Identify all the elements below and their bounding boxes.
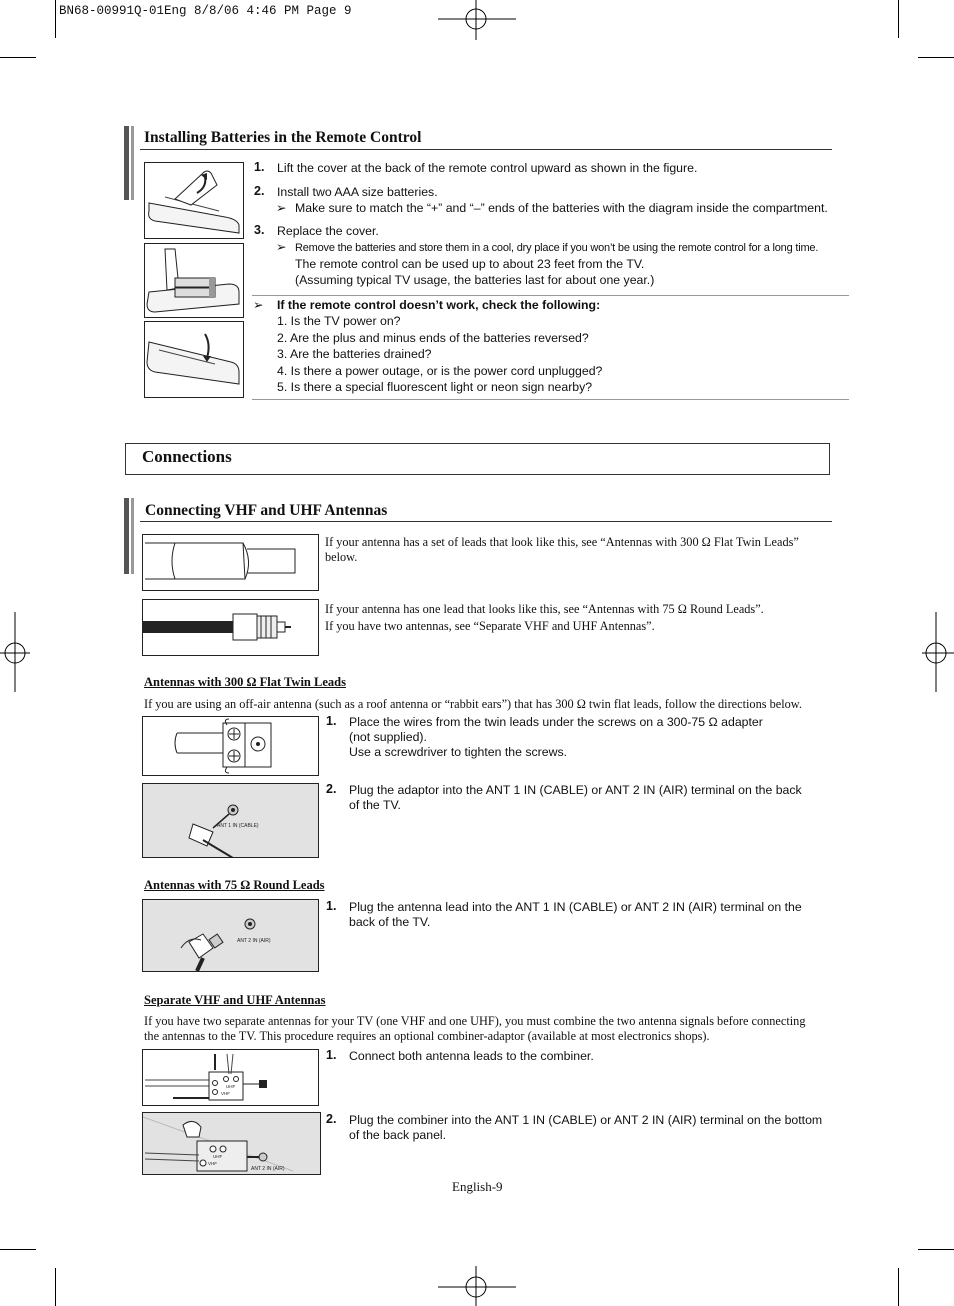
intro-text-2b: If you have two antennas, see “Separate VHF and UHF Antennas”. [325,619,655,633]
battery-step-1: Lift the cover at the back of the remote control upward as shown in the figure. [277,161,698,175]
battery-step-2: Install two AAA size batteries. [277,185,438,199]
round-plug-figure [142,899,319,972]
separate-step-1: Connect both antenna leads to the combiner. [349,1049,594,1063]
note-arrow: ➢ [276,201,287,215]
section-bar [124,498,129,574]
svg-text:VHF: VHF [208,1161,217,1166]
round-step-1: Plug the antenna lead into the ANT 1 IN (CABLE) or ANT 2 IN (AIR) terminal on the [349,900,802,914]
check-item: 3. Are the batteries drained? [277,347,432,361]
remote-batteries-figure [144,243,244,318]
remote-cover-open-figure [144,162,244,239]
flat-leads-subheading: Antennas with 300 Ω Flat Twin Leads [144,675,346,689]
separate-description-1: If you have two separate antennas for your TV (one VHF and one UHF), you must combine the two antenna signals before connecting [144,1014,806,1028]
svg-text:UHF: UHF [213,1154,223,1159]
separate-description-2: the antennas to the TV. This procedure requires an optional combiner-adaptor (available at most electronics shops). [144,1029,710,1043]
svg-text:VHF: VHF [221,1091,230,1096]
batteries-heading: Installing Batteries in the Remote Control [144,129,422,146]
separate-subheading: Separate VHF and UHF Antennas [144,993,326,1007]
registration-mark-top [438,0,518,40]
remote-cover-close-figure [144,321,244,398]
section-bar [124,126,129,200]
adapter-figure [142,716,319,776]
battery-step-2-note: Make sure to match the “+” and “–” ends of the batteries with the diagram inside the compartment. [295,201,828,215]
adapter-plug-figure [142,783,319,858]
combiner-plug-figure [142,1112,321,1175]
svg-text:ANT 2 IN (AIR): ANT 2 IN (AIR) [251,1166,285,1172]
check-item: 4. Is there a power outage, or is the power cord unplugged? [277,364,603,378]
svg-text:UHF: UHF [226,1084,236,1089]
page-number: English-9 [452,1179,503,1194]
battery-step-3-extra1: The remote control can be used up to about 23 feet from the TV. [295,257,645,271]
intro-text-2a: If your antenna has one lead that looks like this, see “Antennas with 75 Ω Round Leads”. [325,602,764,616]
note-arrow: ➢ [276,240,287,254]
intro-text-1: If your antenna has a set of leads that look like this, see “Antennas with 300 Ω Flat Twin Leads” below. [325,535,799,564]
combiner-figure [142,1049,319,1106]
round-leads-subheading: Antennas with 75 Ω Round Leads [144,878,325,892]
separate-step-2: Plug the combiner into the ANT 1 IN (CABLE) or ANT 2 IN (AIR) terminal on the bottom [349,1113,823,1127]
flat-leads-description: If you are using an off-air antenna (such as a roof antenna or “rabbit ears”) that has 300 Ω twin flat leads, follow the directions below. [144,697,802,711]
antennas-heading: Connecting VHF and UHF Antennas [145,502,388,519]
flat-step-1: Place the wires from the twin leads under the screws on a 300-75 Ω adapter [349,715,763,729]
check-item: 2. Are the plus and minus ends of the batteries reversed? [277,331,589,345]
registration-mark-right [922,612,954,692]
check-item: 1. Is the TV power on? [277,314,401,328]
battery-step-3: Replace the cover. [277,224,379,238]
flat-step-2: Plug the adaptor into the ANT 1 IN (CABLE) or ANT 2 IN (AIR) terminal on the back [349,783,802,797]
fig-ant1-label: ANT 1 IN (CABLE) [217,823,259,829]
check-item: 5. Is there a special fluorescent light or neon sign nearby? [277,380,593,394]
flat-twin-lead-figure [142,534,319,591]
registration-mark-bottom [438,1266,518,1306]
battery-step-3-note: Remove the batteries and store them in a cool, dry place if you won’t be using the remote control for a long time. [295,242,819,254]
battery-step-3-extra2: (Assuming typical TV usage, the batteries last for about one year.) [295,273,655,287]
round-lead-figure [142,599,319,656]
connections-banner [125,443,830,475]
fig-ant2-label: ANT 2 IN (AIR) [237,938,271,944]
note-arrow: ➢ [253,298,264,312]
registration-mark-left [0,612,30,692]
print-slug: BN68-00991Q-01Eng 8/8/06 4:46 PM Page 9 [59,4,352,18]
check-title: If the remote control doesn’t work, check the following: [277,298,601,312]
connections-heading: Connections [142,447,232,466]
